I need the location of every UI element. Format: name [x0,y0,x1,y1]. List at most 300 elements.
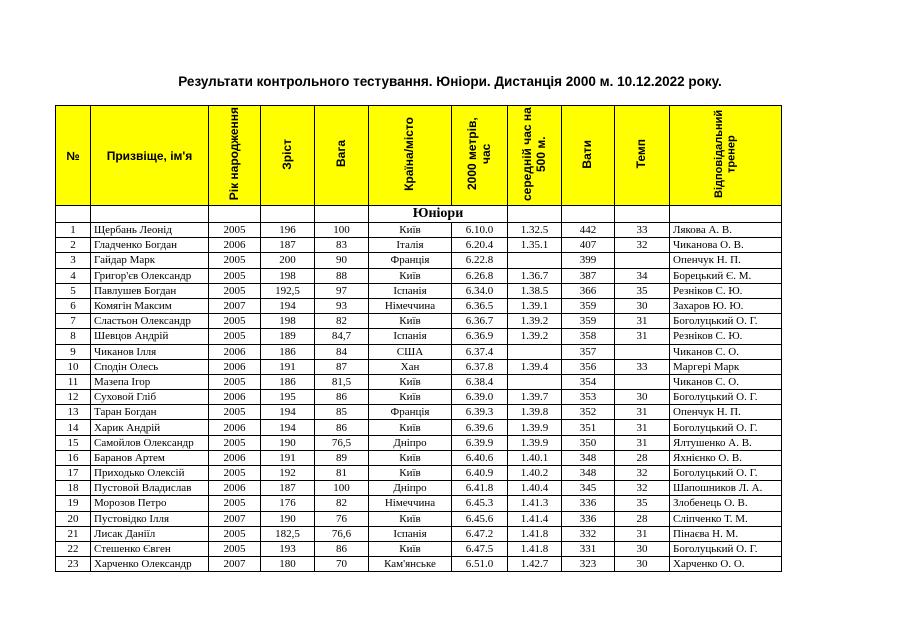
cell-city: Кам'янське [369,557,452,572]
cell-time2000: 6.45.6 [452,511,508,526]
header-height [261,106,315,206]
cell-name: Сластьон Олександр [91,314,209,329]
cell-weight: 86 [315,390,369,405]
cell-coach: Боголуцький О. Г. [670,420,782,435]
cell-height: 186 [261,374,315,389]
cell-weight: 85 [315,405,369,420]
cell-year: 2006 [209,359,261,374]
cell-city: Київ [369,420,452,435]
results-table [55,105,782,572]
cell-height: 191 [261,450,315,465]
cell-height: 195 [261,390,315,405]
cell-year: 2005 [209,314,261,329]
cell-weight: 86 [315,420,369,435]
cell-name: Сподін Олесь [91,359,209,374]
cell-tempo: 33 [615,223,670,238]
cell-num: 12 [56,390,91,405]
cell-weight: 84,7 [315,329,369,344]
cell-time2000: 6.20.4 [452,238,508,253]
header-city-label: Країна/місто [402,117,417,191]
cell-num: 20 [56,511,91,526]
cell-tempo: 32 [615,466,670,481]
header-time2000 [452,106,508,206]
cell-num: 7 [56,314,91,329]
cell-height: 194 [261,420,315,435]
cell-time2000: 6.37.8 [452,359,508,374]
cell-avg500 [508,253,562,268]
cell-weight: 100 [315,481,369,496]
cell-weight: 81,5 [315,374,369,389]
cell-city: Іспанія [369,526,452,541]
cell-weight: 76 [315,511,369,526]
cell-time2000: 6.39.6 [452,420,508,435]
cell-height: 190 [261,435,315,450]
cell-num: 16 [56,450,91,465]
cell-height: 192 [261,466,315,481]
cell-time2000: 6.45.3 [452,496,508,511]
cell-avg500: 1.39.8 [508,405,562,420]
cell-weight: 84 [315,344,369,359]
cell-name: Приходько Олексій [91,466,209,481]
cell-watts: 352 [562,405,615,420]
cell-avg500: 1.39.9 [508,420,562,435]
cell-avg500: 1.36.7 [508,268,562,283]
cell-height: 193 [261,541,315,556]
cell-coach: Злобенець О. В. [670,496,782,511]
cell-city: США [369,344,452,359]
cell-avg500: 1.40.2 [508,466,562,481]
cell-city: Київ [369,466,452,481]
cell-time2000: 6.47.2 [452,526,508,541]
cell-time2000: 6.36.7 [452,314,508,329]
cell-name: Гайдар Марк [91,253,209,268]
table-row [56,329,782,344]
cell-city: Італія [369,238,452,253]
table-row [56,541,782,556]
cell-watts: 331 [562,541,615,556]
header-avg500-label: середній час на 500 м. [519,107,548,201]
cell-city: Київ [369,374,452,389]
cell-year: 2006 [209,450,261,465]
cell-tempo: 31 [615,526,670,541]
cell-avg500: 1.35.1 [508,238,562,253]
cell-watts: 353 [562,390,615,405]
cell-coach: Шапошников Л. А. [670,481,782,496]
cell-tempo: 30 [615,541,670,556]
cell-watts: 399 [562,253,615,268]
cell-city: Київ [369,450,452,465]
cell-height: 182,5 [261,526,315,541]
cell-watts: 348 [562,450,615,465]
cell-height: 180 [261,557,315,572]
cell-avg500: 1.32.5 [508,223,562,238]
cell-coach: Резніков С. Ю. [670,283,782,298]
cell-num: 17 [56,466,91,481]
cell-watts: 358 [562,329,615,344]
cell-year: 2005 [209,374,261,389]
cell-weight: 93 [315,298,369,313]
cell-name: Комягін Максим [91,298,209,313]
cell-num: 3 [56,253,91,268]
cell-time2000: 6.47.5 [452,541,508,556]
cell-weight: 76,5 [315,435,369,450]
table-row [56,298,782,313]
cell-watts: 442 [562,223,615,238]
cell-watts: 407 [562,238,615,253]
cell-time2000: 6.26.8 [452,268,508,283]
cell-avg500: 1.42.7 [508,557,562,572]
table-row [56,344,782,359]
cell-height: 189 [261,329,315,344]
table-row [56,420,782,435]
cell-tempo: 31 [615,420,670,435]
cell-tempo: 31 [615,405,670,420]
cell-watts: 332 [562,526,615,541]
cell-num: 19 [56,496,91,511]
table-row [56,435,782,450]
header-weight [315,106,369,206]
cell-tempo: 33 [615,359,670,374]
cell-watts: 366 [562,283,615,298]
cell-height: 194 [261,298,315,313]
cell-time2000: 6.38.4 [452,374,508,389]
cell-city: Київ [369,314,452,329]
cell-coach: Опенчук Н. П. [670,405,782,420]
cell-height: 192,5 [261,283,315,298]
cell-watts: 356 [562,359,615,374]
cell-num: 5 [56,283,91,298]
cell-city: Франція [369,405,452,420]
cell-coach: Пінаєва Н. М. [670,526,782,541]
cell-coach: Резніков С. Ю. [670,329,782,344]
cell-watts: 348 [562,466,615,481]
cell-name: Чиканов Ілля [91,344,209,359]
cell-year: 2005 [209,268,261,283]
cell-year: 2005 [209,466,261,481]
group-row [56,206,782,223]
header-year-label: Рік народження [226,107,241,201]
cell-height: 191 [261,359,315,374]
cell-watts: 336 [562,511,615,526]
header-time2000-label: 2000 метрів, час [464,117,493,191]
cell-name: Пустовідко Ілля [91,511,209,526]
cell-weight: 90 [315,253,369,268]
cell-height: 200 [261,253,315,268]
header-row [56,106,782,206]
cell-watts: 351 [562,420,615,435]
cell-name: Григор'єв Олександр [91,268,209,283]
cell-avg500: 1.40.1 [508,450,562,465]
cell-city: Дніпро [369,481,452,496]
cell-name: Гладченко Богдан [91,238,209,253]
cell-num: 1 [56,223,91,238]
cell-num: 8 [56,329,91,344]
cell-height: 194 [261,405,315,420]
cell-watts: 336 [562,496,615,511]
cell-num: 11 [56,374,91,389]
cell-height: 190 [261,511,315,526]
table-row [56,238,782,253]
table-row [56,511,782,526]
cell-name: Павлушев Богдан [91,283,209,298]
cell-watts: 354 [562,374,615,389]
cell-weight: 82 [315,314,369,329]
header-watts-label: Вати [580,139,595,169]
cell-tempo: 28 [615,450,670,465]
cell-year: 2005 [209,253,261,268]
cell-coach: Яхнієнко О. В. [670,450,782,465]
cell-city: Хан [369,359,452,374]
cell-tempo: 34 [615,268,670,283]
cell-coach: Захаров Ю. Ю. [670,298,782,313]
cell-year: 2006 [209,238,261,253]
cell-name: Баранов Артем [91,450,209,465]
cell-num: 18 [56,481,91,496]
cell-year: 2005 [209,541,261,556]
cell-weight: 89 [315,450,369,465]
cell-tempo [615,253,670,268]
cell-tempo: 35 [615,496,670,511]
cell-num: 13 [56,405,91,420]
cell-avg500: 1.39.2 [508,329,562,344]
table-row [56,526,782,541]
table-row [56,314,782,329]
cell-year: 2005 [209,496,261,511]
cell-num: 15 [56,435,91,450]
cell-coach: Маргері Марк [670,359,782,374]
cell-year: 2005 [209,329,261,344]
cell-height: 187 [261,238,315,253]
cell-coach: Чиканов С. О. [670,374,782,389]
table-row [56,374,782,389]
cell-tempo: 32 [615,238,670,253]
cell-tempo: 28 [615,511,670,526]
cell-tempo: 31 [615,329,670,344]
cell-city: Іспанія [369,283,452,298]
cell-time2000: 6.36.9 [452,329,508,344]
table-row [56,405,782,420]
cell-weight: 81 [315,466,369,481]
cell-coach: Чиканова О. В. [670,238,782,253]
table-row [56,223,782,238]
header-avg500 [508,106,562,206]
table-row [56,359,782,374]
cell-weight: 86 [315,541,369,556]
cell-avg500 [508,374,562,389]
cell-tempo [615,374,670,389]
cell-tempo: 30 [615,390,670,405]
table-row [56,283,782,298]
cell-name: Пустовой Владислав [91,481,209,496]
cell-year: 2007 [209,298,261,313]
cell-year: 2006 [209,390,261,405]
cell-avg500 [508,344,562,359]
header-city [369,106,452,206]
header-watts [562,106,615,206]
cell-num: 2 [56,238,91,253]
cell-coach: Харченко О. О. [670,557,782,572]
header-coach-label: Відповідальний тренер [712,109,738,199]
cell-time2000: 6.34.0 [452,283,508,298]
cell-coach: Боголуцький О. Г. [670,390,782,405]
cell-time2000: 6.51.0 [452,557,508,572]
cell-tempo: 30 [615,557,670,572]
cell-time2000: 6.39.9 [452,435,508,450]
cell-height: 176 [261,496,315,511]
cell-coach: Опенчук Н. П. [670,253,782,268]
cell-year: 2006 [209,344,261,359]
cell-weight: 83 [315,238,369,253]
cell-name: Морозов Петро [91,496,209,511]
cell-weight: 82 [315,496,369,511]
cell-coach: Боголуцький О. Г. [670,541,782,556]
header-year [209,106,261,206]
cell-watts: 345 [562,481,615,496]
cell-avg500: 1.41.8 [508,526,562,541]
cell-time2000: 6.37.4 [452,344,508,359]
cell-city: Франція [369,253,452,268]
page-title: Результати контрольного тестування. Юніори. Дистанція 2000 м. 10.12.2022 року. [178,74,722,89]
cell-weight: 76,6 [315,526,369,541]
cell-avg500: 1.39.4 [508,359,562,374]
table-row [56,496,782,511]
cell-city: Київ [369,223,452,238]
table-row [56,268,782,283]
table-row [56,466,782,481]
header-tempo-label: Темп [634,139,649,169]
cell-time2000: 6.10.0 [452,223,508,238]
cell-num: 14 [56,420,91,435]
cell-city: Київ [369,511,452,526]
cell-coach: Сліпченко Т. М. [670,511,782,526]
cell-name: Шевцов Андрій [91,329,209,344]
cell-tempo: 31 [615,314,670,329]
table-row [56,481,782,496]
cell-name: Харченко Олександр [91,557,209,572]
cell-coach: Чиканов С. О. [670,344,782,359]
header-weight-label: Вага [333,140,348,168]
cell-tempo: 35 [615,283,670,298]
cell-watts: 357 [562,344,615,359]
cell-name: Стешенко Євген [91,541,209,556]
cell-city: Київ [369,541,452,556]
cell-time2000: 6.39.0 [452,390,508,405]
cell-height: 186 [261,344,315,359]
cell-num: 6 [56,298,91,313]
cell-year: 2005 [209,435,261,450]
cell-avg500: 1.38.5 [508,283,562,298]
cell-year: 2005 [209,223,261,238]
cell-name: Лисак Даніїл [91,526,209,541]
cell-watts: 350 [562,435,615,450]
cell-city: Київ [369,390,452,405]
cell-year: 2005 [209,526,261,541]
cell-tempo [615,344,670,359]
cell-watts: 387 [562,268,615,283]
cell-avg500: 1.39.9 [508,435,562,450]
cell-height: 198 [261,268,315,283]
cell-time2000: 6.40.6 [452,450,508,465]
cell-time2000: 6.40.9 [452,466,508,481]
cell-avg500: 1.39.1 [508,298,562,313]
cell-coach: Боголуцький О. Г. [670,314,782,329]
cell-tempo: 32 [615,481,670,496]
cell-avg500: 1.39.2 [508,314,562,329]
table-row [56,557,782,572]
cell-avg500: 1.41.3 [508,496,562,511]
cell-time2000: 6.36.5 [452,298,508,313]
cell-name: Щербань Леонід [91,223,209,238]
cell-time2000: 6.41.8 [452,481,508,496]
cell-num: 22 [56,541,91,556]
cell-height: 198 [261,314,315,329]
cell-num: 23 [56,557,91,572]
cell-city: Дніпро [369,435,452,450]
cell-watts: 359 [562,314,615,329]
group-label: Юніори [369,206,508,223]
cell-year: 2006 [209,481,261,496]
table-row [56,450,782,465]
cell-year: 2006 [209,420,261,435]
cell-coach: Ялтушенко А. В. [670,435,782,450]
cell-avg500: 1.41.8 [508,541,562,556]
cell-city: Київ [369,268,452,283]
cell-time2000: 6.39.3 [452,405,508,420]
table-row [56,390,782,405]
cell-year: 2007 [209,557,261,572]
cell-year: 2005 [209,283,261,298]
cell-year: 2007 [209,511,261,526]
cell-name: Самойлов Олександр [91,435,209,450]
cell-name: Харик Андрій [91,420,209,435]
cell-name: Таран Богдан [91,405,209,420]
cell-year: 2005 [209,405,261,420]
cell-coach: Боголуцький О. Г. [670,466,782,481]
cell-city: Іспанія [369,329,452,344]
cell-num: 9 [56,344,91,359]
cell-num: 10 [56,359,91,374]
cell-num: 21 [56,526,91,541]
cell-weight: 88 [315,268,369,283]
cell-weight: 87 [315,359,369,374]
cell-height: 187 [261,481,315,496]
header-num: № [56,106,91,206]
cell-time2000: 6.22.8 [452,253,508,268]
cell-coach: Борецький Є. М. [670,268,782,283]
header-coach [670,106,782,206]
header-name: Призвіще, ім'я [91,106,209,206]
cell-weight: 97 [315,283,369,298]
cell-name: Мазепа Ігор [91,374,209,389]
cell-watts: 359 [562,298,615,313]
table-row [56,253,782,268]
cell-weight: 70 [315,557,369,572]
header-tempo [615,106,670,206]
cell-height: 196 [261,223,315,238]
cell-num: 4 [56,268,91,283]
header-height-label: Зріст [279,138,294,170]
cell-tempo: 31 [615,435,670,450]
cell-avg500: 1.41.4 [508,511,562,526]
cell-avg500: 1.40.4 [508,481,562,496]
cell-coach: Лякова А. В. [670,223,782,238]
cell-watts: 323 [562,557,615,572]
cell-name: Суховой Гліб [91,390,209,405]
cell-avg500: 1.39.7 [508,390,562,405]
cell-tempo: 30 [615,298,670,313]
cell-weight: 100 [315,223,369,238]
cell-city: Німеччина [369,298,452,313]
